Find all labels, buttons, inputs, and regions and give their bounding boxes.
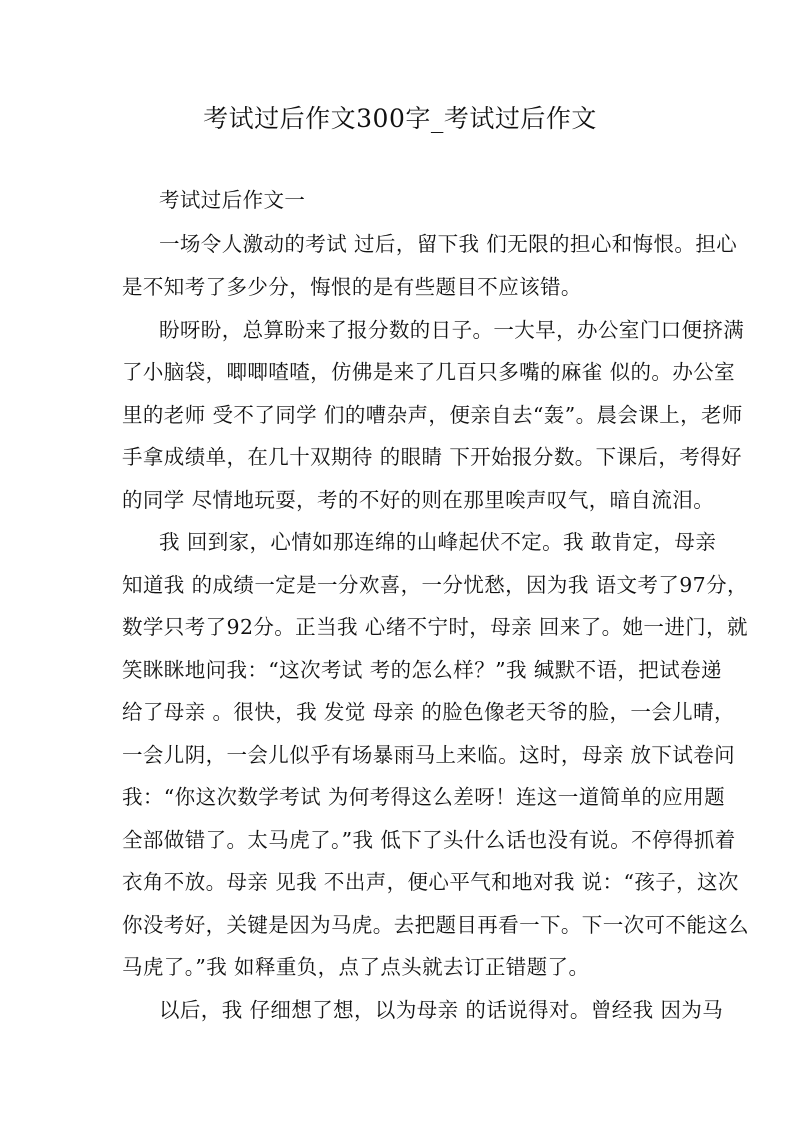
text-line: 数学只考了92分。正当我 心绪不宁时，母亲 回来了。她一进门，就 bbox=[122, 615, 748, 639]
text-line: 盼呀盼，总算盼来了报分数的日子。一大早，办公室门口便挤满 bbox=[159, 318, 745, 342]
section-heading: 考试过后作文一 bbox=[159, 188, 306, 212]
text-line: 是不知考了多少分，悔恨的是有些题目不应该错。 bbox=[122, 275, 582, 299]
text-line: 手拿成绩单，在几十双期待 的眼睛 下开始报分数。下课后，考得好 bbox=[122, 445, 742, 469]
text-line: 了小脑袋，唧唧喳喳，仿佛是来了几百只多嘴的麻雀 似的。办公室 bbox=[122, 360, 736, 384]
text-line: 笑眯眯地问我：“这次考试 考的怎么样？”我 缄默不语，把试卷递 bbox=[122, 658, 722, 682]
text-line: 你没考好，关键是因为马虎。去把题目再看一下。下一次可不能这么 bbox=[122, 913, 749, 937]
text-line: 一会儿阴，一会儿似乎有场暴雨马上来临。这时，母亲 放下试卷问 bbox=[122, 743, 736, 767]
text-line: 里的老师 受不了同学 们的嘈杂声，便亲自去“轰”。晨会课上，老师 bbox=[122, 403, 743, 427]
text-line: 的同学 尽情地玩耍，考的不好的则在那里唉声叹气，暗自流泪。 bbox=[122, 488, 715, 512]
text-line: 衣角不放。母亲 见我 不出声，便心平气和地对我 说：“孩子，这次 bbox=[122, 870, 739, 894]
text-line: 我 回到家，心情如那连绵的山峰起伏不定。我 敢肯定，母亲 bbox=[159, 530, 717, 554]
text-line: 全部做错了。太马虎了。”我 低下了头什么话也没有说。不停得抓着 bbox=[122, 828, 736, 852]
text-line: 马虎了。”我 如释重负，点了点头就去订正错题了。 bbox=[122, 955, 590, 979]
text-line: 我：“你这次数学考试 为何考得这么差呀！连这一道简单的应用题 bbox=[122, 785, 725, 809]
text-line: 给了母亲 。很快，我 发觉 母亲 的脸色像老天爷的脸，一会儿晴， bbox=[122, 700, 735, 724]
text-line: 以后，我 仔细想了想，以为母亲 的话说得对。曾经我 因为马 bbox=[159, 998, 724, 1022]
document-title: 考试过后作文300字_考试过后作文 bbox=[203, 104, 597, 133]
text-line: 知道我 的成绩一定是一分欢喜，一分忧愁，因为我 语文考了97分， bbox=[122, 573, 748, 597]
text-line: 一场令人激动的考试 过后，留下我 们无限的担心和悔恨。担心 bbox=[159, 232, 738, 256]
